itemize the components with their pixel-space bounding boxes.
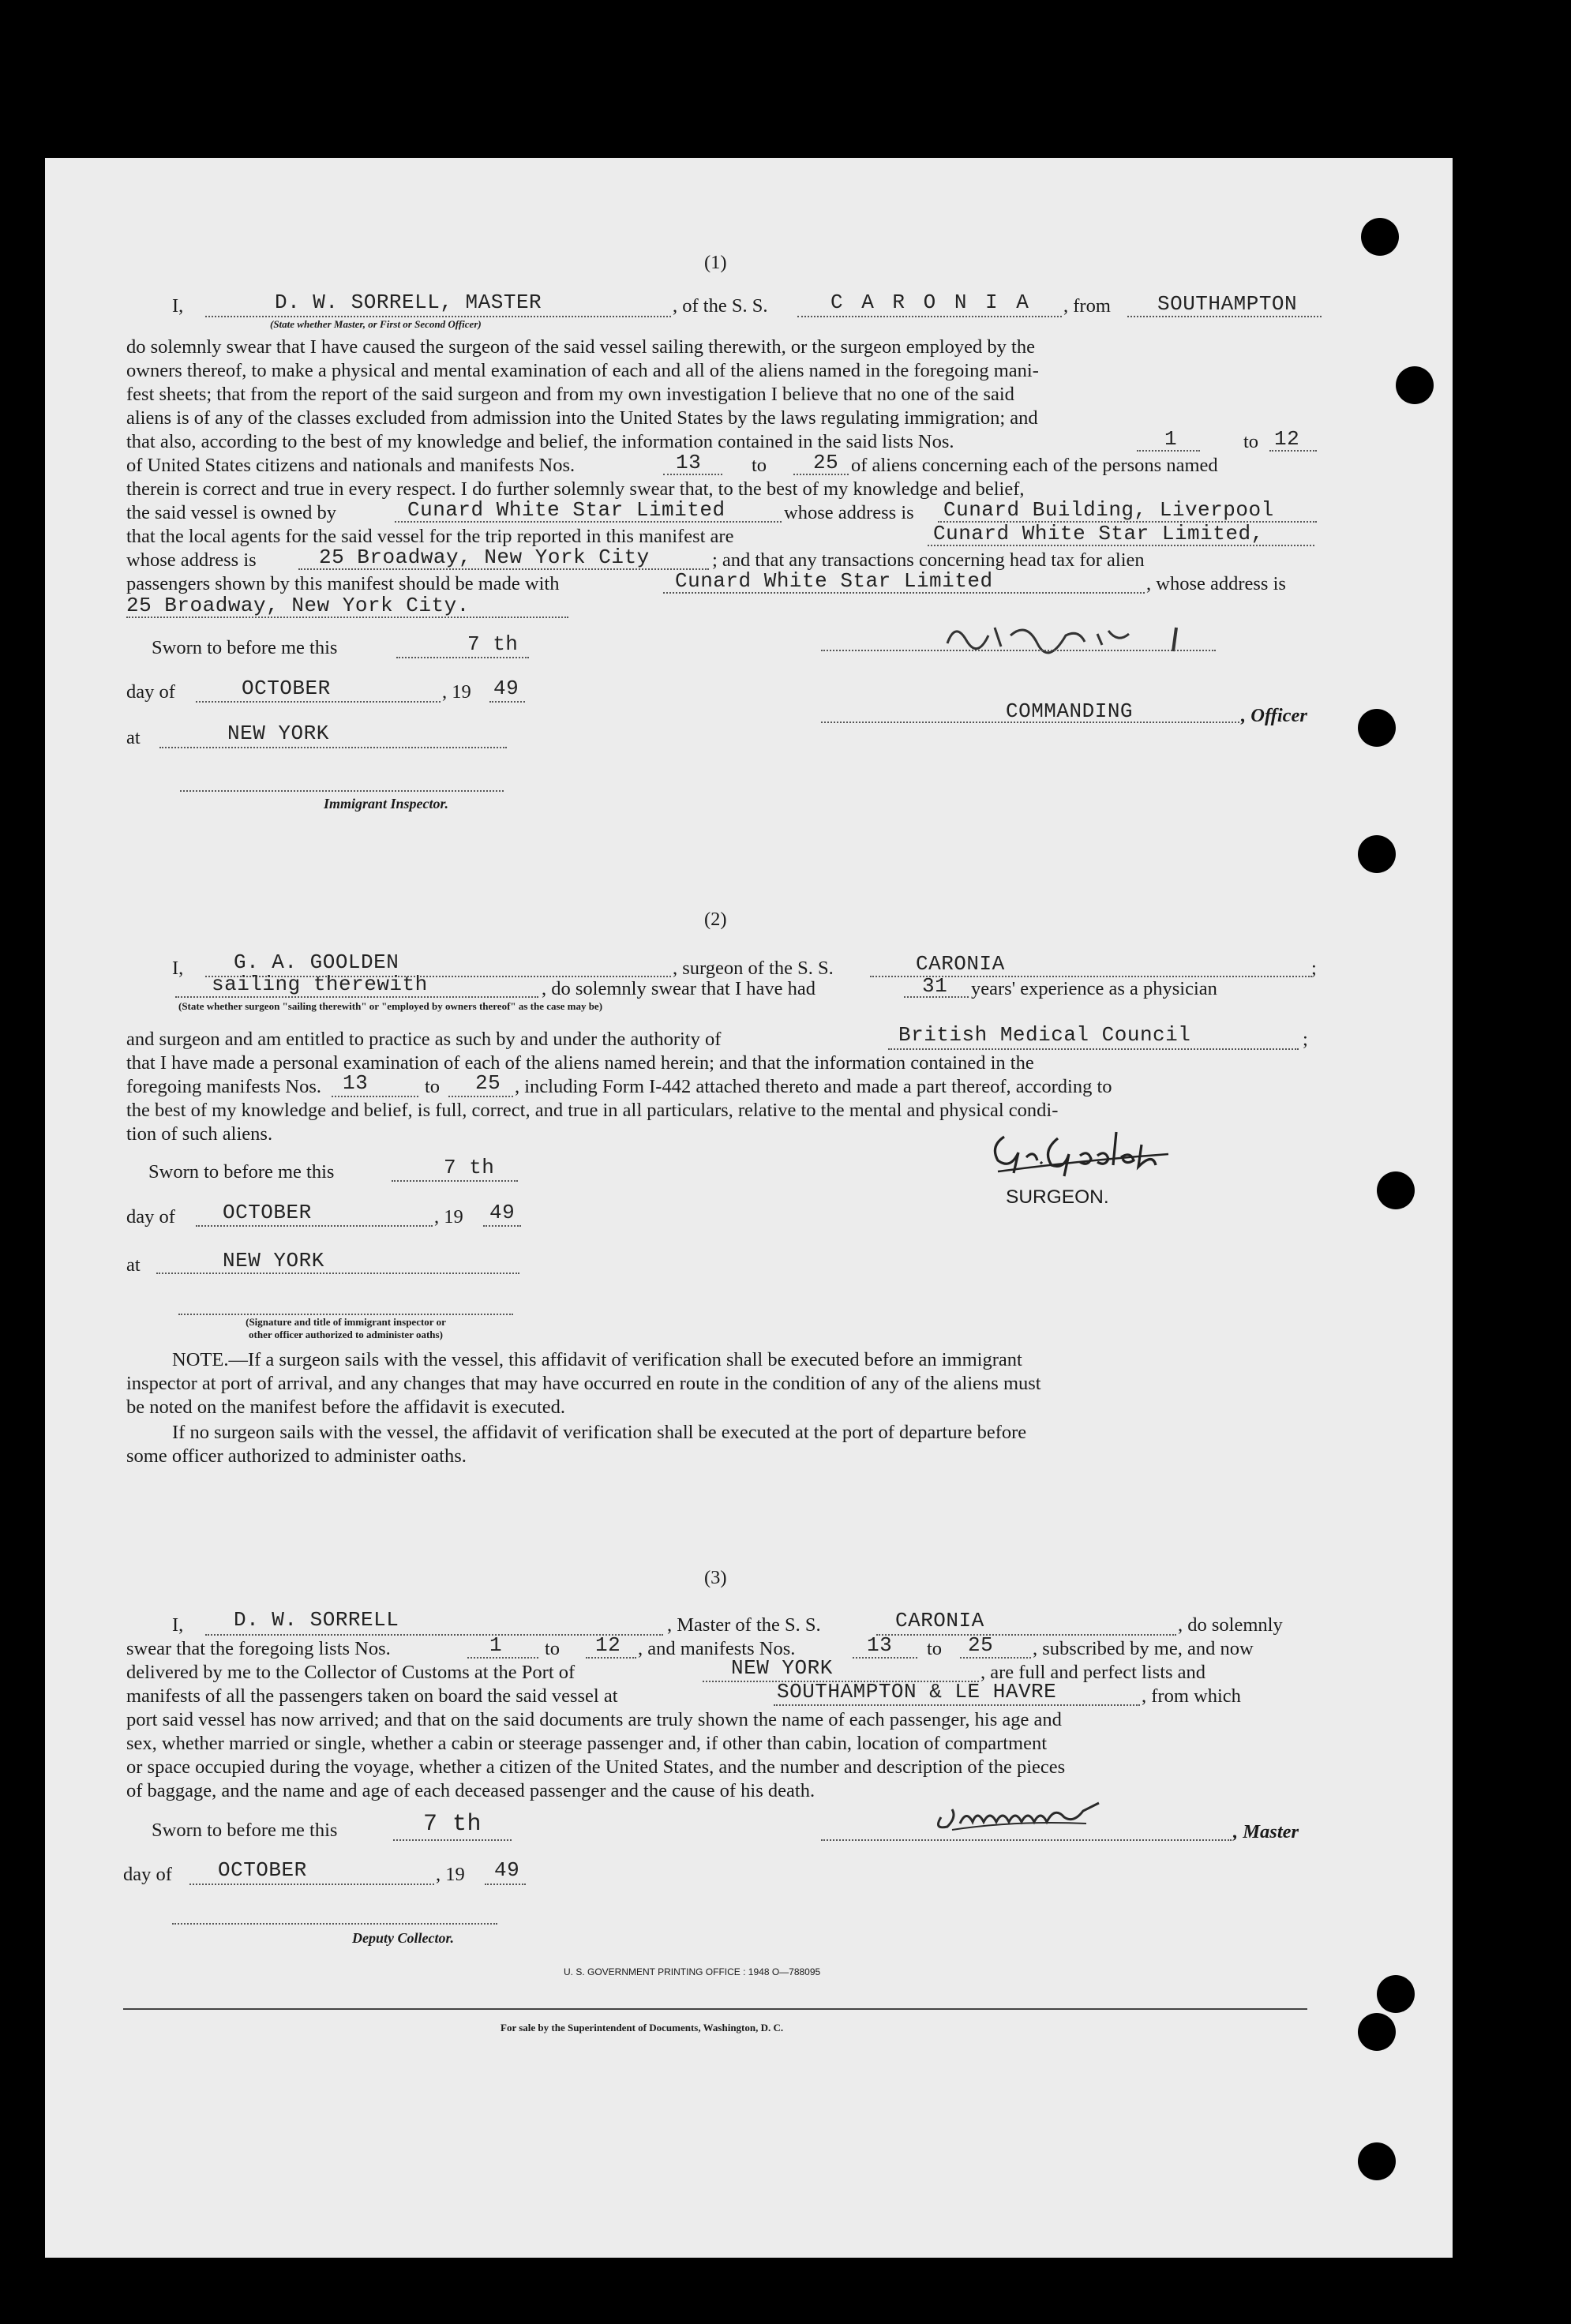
master-name-field: D. W. SORRELL, MASTER — [275, 290, 542, 314]
note-line: some officer authorized to administer oaths. — [126, 1445, 467, 1467]
fill-line — [586, 1657, 636, 1659]
signature-line — [821, 1839, 1232, 1841]
note-line: NOTE.—If a surgeon sails with the vessel, this affidavit of verification shall be executed before an immigrant — [172, 1349, 1022, 1370]
note-line: inspector at port of arrival, and any changes that may have occurred en route in the condition of any of the aliens must — [126, 1373, 1041, 1394]
medical-authority-field: British Medical Council — [898, 1023, 1191, 1047]
year-prefix: , 19 — [434, 1206, 463, 1228]
manifests-to-field: 25 — [968, 1633, 994, 1657]
manifests-from-field: 13 — [867, 1633, 893, 1657]
sale-notice: For sale by the Superintendent of Documents, Washington, D. C. — [501, 2022, 784, 2034]
officer-label: , Officer — [1241, 705, 1307, 726]
note-line: be noted on the manifest before the affidavit is executed. — [126, 1396, 566, 1418]
day-of-label: day of — [126, 681, 175, 703]
manifests-from-field: 13 — [343, 1071, 369, 1095]
fill-line — [392, 1180, 518, 1182]
text: to — [425, 1076, 441, 1097]
head-tax-agent-field: Cunard White Star Limited — [675, 569, 993, 593]
text: I, — [172, 295, 184, 317]
text: whose address is — [784, 502, 914, 523]
paragraph-line: or space occupied during the voyage, whether a citizen of the United States, and the number and description of the pieces — [126, 1756, 1066, 1778]
fill-line — [298, 568, 709, 570]
paragraph-line: that I have made a personal examination of each of the aliens named herein; and that the information contained in the — [126, 1052, 1034, 1074]
fill-line — [774, 1704, 1140, 1706]
agent-address-field: 25 Broadway, New York City — [319, 545, 650, 569]
text: , from — [1063, 295, 1111, 317]
surgeon-name-field: G. A. GOOLDEN — [234, 950, 399, 974]
fill-line — [178, 1314, 513, 1315]
signature-line — [821, 650, 1216, 651]
punch-hole — [1396, 366, 1434, 404]
fill-line — [876, 1634, 1176, 1636]
fill-line — [793, 474, 849, 475]
fill-line — [483, 1225, 521, 1227]
text: , Master of the S. S. — [667, 1614, 821, 1636]
status-caption: (State whether surgeon "sailing therewith" or "employed by owners thereof" as the case may be) — [178, 1000, 603, 1012]
fill-line — [928, 545, 1314, 546]
deputy-caption: Deputy Collector. — [352, 1930, 454, 1946]
paragraph-line: ; and that any transactions concerning head tax for alien — [712, 549, 1145, 571]
fill-line — [205, 1634, 663, 1636]
sworn-label: Sworn to before me this — [152, 637, 338, 658]
section-number: (1) — [704, 252, 727, 273]
section-number: (2) — [704, 909, 727, 930]
fill-line — [1127, 316, 1322, 317]
sworn-place-field: NEW YORK — [223, 1249, 324, 1273]
paragraph-line: delivered by me to the Collector of Customs at the Port of — [126, 1662, 576, 1683]
fill-line — [960, 1657, 1031, 1659]
local-agent-field: Cunard White Star Limited, — [933, 522, 1264, 545]
master-signature — [928, 1786, 1165, 1841]
text: , subscribed by me, and now — [1033, 1638, 1254, 1659]
rank-caption: (State whether Master, or First or Second Officer) — [270, 318, 482, 330]
sworn-year-field: 49 — [493, 677, 519, 700]
text: to — [1243, 431, 1259, 452]
fill-line — [853, 1657, 917, 1659]
head-tax-address-field: 25 Broadway, New York City. — [126, 594, 470, 617]
paragraph-line: swear that the foregoing lists Nos. — [126, 1638, 391, 1659]
sworn-month-field: OCTOBER — [242, 677, 331, 700]
fill-line — [126, 617, 568, 618]
text: ; — [1303, 1029, 1308, 1050]
fill-line — [467, 1657, 538, 1659]
ship-name-field: C A R O N I A — [830, 290, 1032, 314]
fill-line — [393, 1839, 512, 1841]
sworn-day-field: 7 th — [423, 1811, 482, 1838]
departure-port-field: SOUTHAMPTON — [1157, 292, 1298, 316]
years-experience-field: 31 — [922, 974, 948, 998]
punch-hole — [1358, 835, 1396, 873]
paragraph-line: aliens is of any of the classes excluded from admission into the United States by the laws regulating immigration; and — [126, 407, 1038, 429]
paragraph-line: the said vessel is owned by — [126, 502, 337, 523]
paragraph-line: that the local agents for the said vessel for the trip reported in this manifest are — [126, 526, 734, 547]
text: years' experience as a physician — [971, 978, 1217, 999]
lists-from-field: 1 — [489, 1633, 503, 1657]
fill-line — [663, 592, 1145, 594]
fill-line — [156, 1273, 519, 1274]
punch-hole — [1358, 709, 1396, 747]
sworn-year-field: 49 — [494, 1858, 520, 1882]
sworn-place-field: NEW YORK — [227, 722, 329, 745]
paragraph-line: the best of my knowledge and belief, is full, correct, and true in all particulars, relative to the mental and physical condi- — [126, 1100, 1059, 1121]
paragraph-line: do solemnly swear that I have caused the surgeon of the said vessel sailing therewith, or the surgeon employed by the — [126, 336, 1035, 358]
fill-line — [888, 1048, 1299, 1050]
punch-hole — [1358, 2013, 1396, 2051]
sworn-label: Sworn to before me this — [148, 1161, 335, 1183]
text: to — [927, 1638, 943, 1659]
manifests-to-field: 25 — [813, 451, 839, 474]
surgeon-title: SURGEON. — [1006, 1186, 1109, 1208]
sworn-year-field: 49 — [489, 1201, 516, 1224]
sworn-month-field: OCTOBER — [223, 1201, 312, 1224]
text: , whose address is — [1146, 573, 1286, 594]
paragraph-line: that also, according to the best of my knowledge and belief, the information contained in the said lists Nos. — [126, 431, 954, 452]
oath-caption: other officer authorized to administer oaths) — [249, 1329, 443, 1340]
fill-line — [485, 1884, 526, 1885]
master-signature — [939, 612, 1192, 659]
punch-hole — [1377, 1171, 1415, 1209]
surgeon-status-field: sailing therewith — [212, 973, 428, 996]
paragraph-line: tion of such aliens. — [126, 1123, 273, 1145]
day-of-label: day of — [123, 1864, 172, 1885]
lists-to-field: 12 — [595, 1633, 621, 1657]
owner-address-field: Cunard Building, Liverpool — [943, 498, 1274, 522]
sworn-month-field: OCTOBER — [218, 1858, 307, 1882]
fill-line — [396, 657, 529, 658]
manifests-to-field: 25 — [475, 1071, 501, 1095]
fill-line — [189, 1884, 434, 1885]
fill-line — [489, 701, 525, 703]
fill-line — [1137, 450, 1200, 452]
paragraph-line: and surgeon and am entitled to practice as such by and under the authority of — [126, 1029, 722, 1050]
at-label: at — [126, 727, 141, 748]
paragraph-line: sex, whether married or single, whether a cabin or steerage passenger and, if other than cabin, location of compartment — [126, 1733, 1048, 1754]
ship-name-field: CARONIA — [916, 952, 1005, 976]
text: to — [752, 455, 767, 476]
fill-line — [172, 1923, 497, 1925]
fill-line — [448, 1096, 513, 1097]
paragraph-line: of aliens concerning each of the persons named — [851, 455, 1218, 476]
fill-line — [797, 316, 1062, 317]
note-line: If no surgeon sails with the vessel, the affidavit of verification shall be executed at the port of departure before — [172, 1422, 1027, 1443]
text: ; — [1311, 958, 1317, 979]
section-number: (3) — [704, 1567, 727, 1588]
text: , do solemnly — [1178, 1614, 1283, 1636]
day-of-label: day of — [126, 1206, 175, 1228]
text: whose address is — [126, 549, 257, 571]
fill-line — [196, 1225, 433, 1227]
text: , surgeon of the S. S. — [673, 958, 834, 979]
fill-line — [196, 701, 441, 703]
text: to — [545, 1638, 561, 1659]
master-name-field: D. W. SORRELL — [234, 1608, 399, 1632]
text: , are full and perfect lists and — [980, 1662, 1206, 1683]
text: I, — [172, 958, 184, 979]
inspector-caption: Immigrant Inspector. — [324, 796, 449, 812]
oath-caption: (Signature and title of immigrant inspector or — [246, 1316, 446, 1328]
ship-name-field: CARONIA — [895, 1609, 984, 1632]
lists-to-field: 12 — [1274, 427, 1300, 451]
fill-line — [1269, 450, 1317, 452]
fill-line — [332, 1096, 418, 1097]
sworn-label: Sworn to before me this — [152, 1820, 338, 1841]
punch-hole — [1358, 2142, 1396, 2180]
year-prefix: , 19 — [436, 1864, 465, 1885]
paragraph-line: owners thereof, to make a physical and mental examination of each and all of the aliens named in the foregoing mani- — [126, 360, 1039, 381]
fill-line — [821, 722, 1239, 723]
text: , and manifests Nos. — [638, 1638, 796, 1659]
punch-hole — [1377, 1975, 1415, 2013]
commanding-field: COMMANDING — [1006, 699, 1134, 723]
footer-rule — [123, 2008, 1307, 2010]
port-field: NEW YORK — [731, 1656, 833, 1680]
punch-hole — [1361, 218, 1399, 256]
fill-line — [159, 747, 507, 748]
paragraph-line: passengers shown by this manifest should be made with — [126, 573, 560, 594]
fill-line — [663, 474, 722, 475]
at-label: at — [126, 1254, 141, 1276]
sworn-day-field: 7 th — [444, 1156, 495, 1179]
text: , from which — [1142, 1685, 1241, 1707]
fill-line — [205, 316, 671, 317]
embark-ports-field: SOUTHAMPTON & LE HAVRE — [777, 1680, 1057, 1704]
paragraph-line: fest sheets; that from the report of the said surgeon and from my own investigation I believe that no one of the said — [126, 384, 1014, 405]
sworn-day-field: 7 th — [467, 632, 519, 656]
master-label: , Master — [1233, 1821, 1299, 1842]
text: I, — [172, 1614, 184, 1636]
paragraph-line: , including Form I-442 attached thereto and made a part thereof, according to — [515, 1076, 1112, 1097]
manifests-from-field: 13 — [676, 451, 702, 474]
paragraph-line: manifests of all the passengers taken on board the said vessel at — [126, 1685, 618, 1707]
paragraph-line: port said vessel has now arrived; and that on the said documents are truly shown the name of each passenger, his age and — [126, 1709, 1062, 1730]
paragraph-line: therein is correct and true in every respect. I do further solemnly swear that, to the best of my knowledge and belief, — [126, 478, 1025, 500]
paragraph-line: foregoing manifests Nos. — [126, 1076, 321, 1097]
paragraph-line: of United States citizens and nationals and manifests Nos. — [126, 455, 576, 476]
fill-line — [395, 521, 782, 523]
fill-line — [175, 996, 538, 998]
text: , of the S. S. — [673, 295, 768, 317]
lists-from-field: 1 — [1164, 427, 1178, 451]
paragraph-line: of baggage, and the name and age of each deceased passenger and the cause of his death. — [126, 1780, 815, 1801]
printing-office-line: U. S. GOVERNMENT PRINTING OFFICE : 1948 O—788095 — [564, 1966, 821, 1977]
text: , do solemnly swear that I have had — [542, 978, 815, 999]
year-prefix: , 19 — [442, 681, 471, 703]
fill-line — [904, 996, 969, 998]
owner-field: Cunard White Star Limited — [407, 498, 726, 522]
